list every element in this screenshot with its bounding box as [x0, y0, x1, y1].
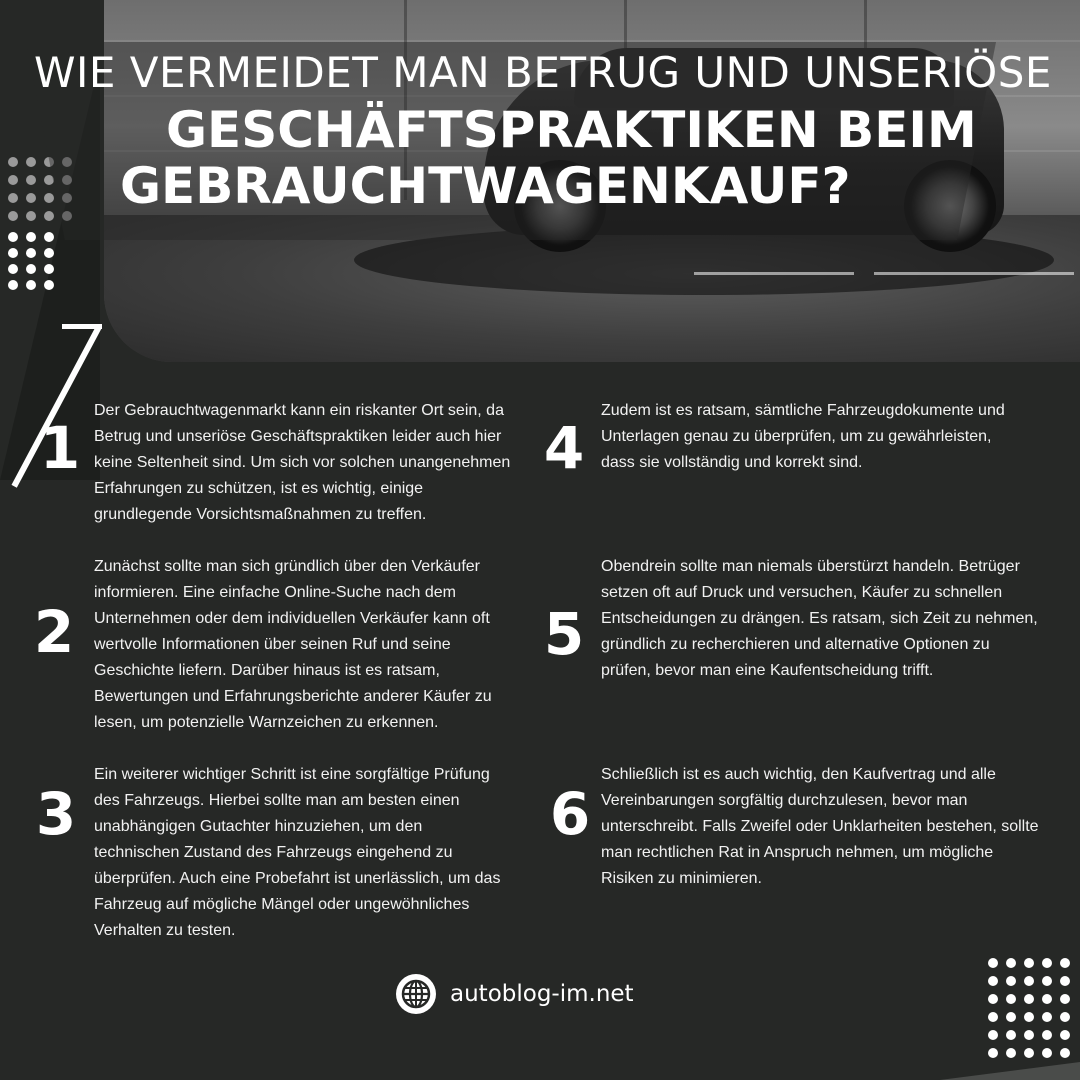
- item-number-1: 1: [39, 414, 81, 482]
- item-text-5: Obendrein sollte man niemals überstürzt handeln. Betrüger setzen oft auf Druck und versuchen, Käufer zu schnellen Entscheidungen zu drängen. Es ratsam, sich Zeit zu nehmen, gründlich zu recherchieren und alternative Optionen zu prüfen, bevor man eine Kaufentscheidung trifft.: [601, 558, 1038, 679]
- item-text-2: Zunächst sollte man sich gründlich über den Verkäufer informieren. Eine einfache Online-Suche nach dem Unternehmen oder dem individuellen Verkäufer kann oft wertvolle Informationen über seinen Ruf und seine Geschichte liefern. Darüber hinaus ist es ratsam, Bewertungen und Erfahrungsberichte anderer Käufer zu lesen, um potenzielle Warnzeichen zu erkennen.: [94, 558, 492, 731]
- item-number-3: 3: [35, 780, 77, 848]
- item-text-4: Zudem ist es ratsam, sämtliche Fahrzeugdokumente und Unterlagen genau zu überprüfen, um zu gewährleisten, dass sie vollständig und korrekt sind.: [601, 402, 1005, 471]
- corner-triangle-decoration: [940, 1062, 1080, 1080]
- dot-grid-decoration-left: [8, 232, 54, 290]
- title-line-3: GEBRAUCHTWAGENKAUF?: [120, 157, 851, 215]
- item-number-5: 5: [543, 600, 585, 668]
- item-text-6: Schließlich ist es auch wichtig, den Kaufvertrag und alle Vereinbarungen sorgfältig durchzulesen, bevor man unterschreibt. Falls Zweifel oder Unklarheiten bestehen, sollte man rechtlichen Rat in Anspruch nehmen, um mögliche Risiken zu minimieren.: [601, 766, 1039, 887]
- globe-icon: [396, 974, 436, 1014]
- item-text-1: Der Gebrauchtwagenmarkt kann ein riskanter Ort sein, da Betrug und unseriöse Geschäftspraktiken leider auch hier keine Seltenheit sind. Um sich vor solchen unangenehmen Erfahrungen zu schützen, ist es wichtig, einige grundlegende Vorsichtsmaßnahmen zu treffen.: [94, 402, 511, 523]
- dot-grid-decoration-right: [988, 958, 1070, 1058]
- item-number-2: 2: [33, 598, 75, 666]
- item-text-3: Ein weiterer wichtiger Schritt ist eine sorgfältige Prüfung des Fahrzeugs. Hierbei sollte man am besten einen unabhängigen Gutachter hinzuziehen, um den technischen Zustand des Fahrzeugs eingehend zu überprüfen. Auch eine Probefahrt ist unerlässlich, um das Fahrzeug auf mögliche Mängel oder ungewöhnliches Verhalten zu testen.: [94, 766, 501, 939]
- footer: [396, 972, 634, 1016]
- item-number-4: 4: [543, 414, 585, 482]
- item-number-6: 6: [549, 780, 591, 848]
- title-line-1: WIE VERMEIDET MAN BETRUG UND UNSERIÖSE: [34, 48, 1052, 97]
- website-link[interactable]: autoblog-im.net: [450, 981, 634, 1007]
- title-line-2: GESCHÄFTSPRAKTIKEN BEIM: [166, 101, 977, 159]
